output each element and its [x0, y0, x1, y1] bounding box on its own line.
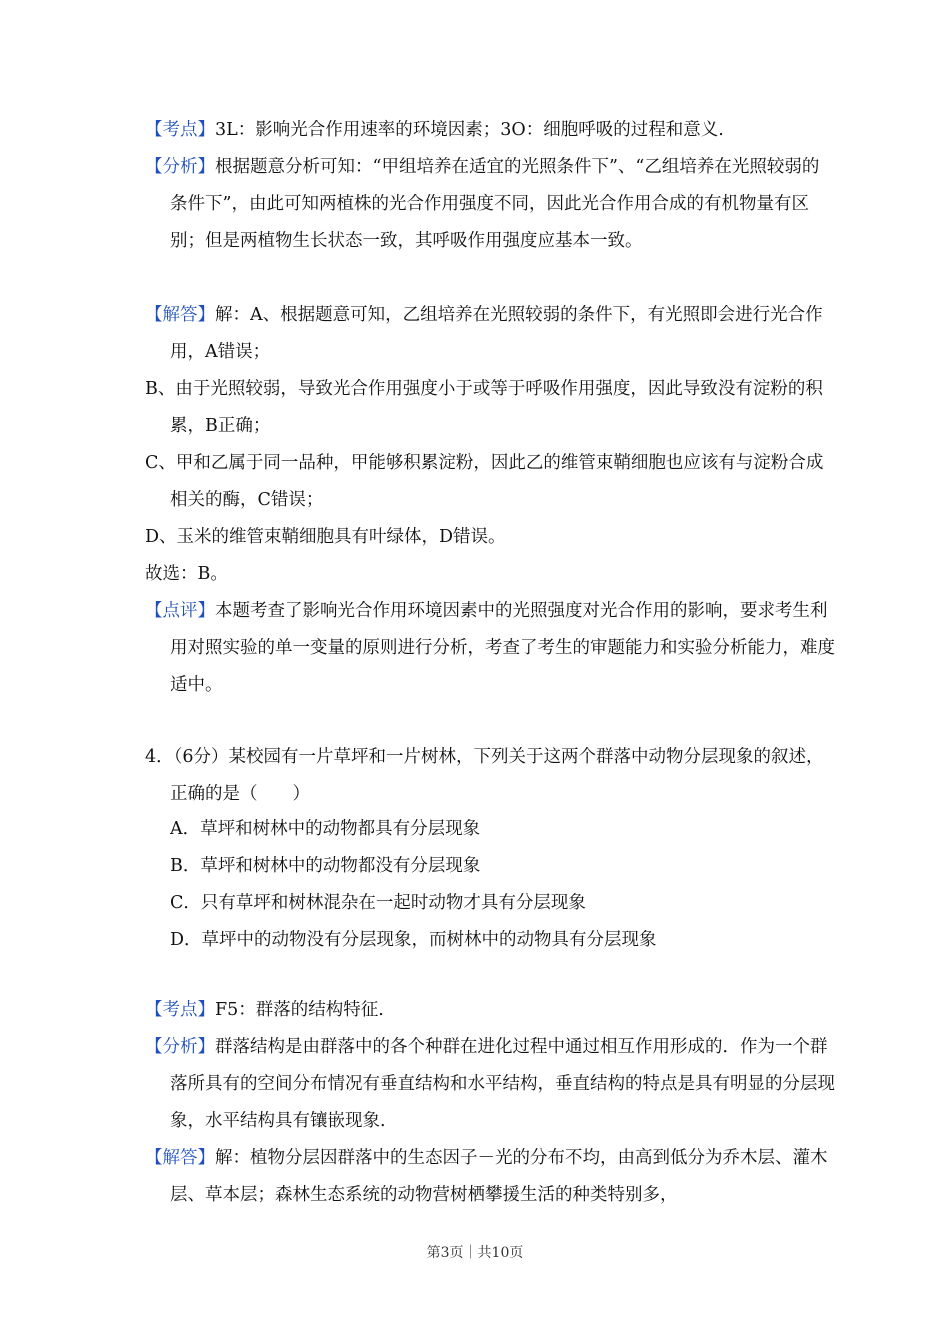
fenxi-text: 群落结构是由群落中的各个种群在进化过程中通过相互作用形成的．作为一个群落所具有的空间分布情况有垂直结构和水平结构，垂直结构的特点是具有明显的分层现象，水平结构具有镶嵌现象. — [170, 1037, 835, 1131]
q4-stem: 4．（6分）某校园有一片草坪和一片树林，下列关于这两个群落中动物分层现象的叙述，正确的是（ ） — [145, 747, 824, 804]
fenxi-tag: 【分析】 — [145, 1037, 215, 1057]
kaodian-text: F5：群落的结构特征. — [215, 1000, 384, 1020]
page-footer: 第3页｜共10页 — [426, 1245, 524, 1261]
q3-line-c: C、甲和乙属于同一品种，甲能够积累淀粉，因此乙的维管束鞘细胞也应该有与淀粉合成相关的酶，C错误； — [145, 453, 824, 510]
jieda-tag: 【解答】 — [145, 1148, 215, 1168]
fenxi-text: 根据题意分析可知：“甲组培养在适宜的光照条件下”、“乙组培养在光照较弱的条件下”，由此可知两植株的光合作用强度不同，因此光合作用合成的有机物量有区别；但是两植物生长状态一致，其呼吸作用强度应基本一致。 — [170, 157, 820, 251]
kaodian-tag: 【考点】 — [145, 1000, 215, 1020]
jieda-tag: 【解答】 — [145, 305, 215, 325]
dianping-tag: 【点评】 — [145, 601, 215, 621]
q3-fenxi — [145, 149, 835, 260]
q3-jieda — [145, 297, 835, 371]
q3-line-b: B、由于光照较弱，导致光合作用强度小于或等于呼吸作用强度，因此导致没有淀粉的积累，B正确； — [145, 379, 823, 436]
q3-answer: 故选：B。 — [145, 564, 228, 584]
q4-kaodian — [145, 992, 835, 1029]
q4-option-b: B．草坪和树林中的动物都没有分层现象 — [170, 856, 481, 876]
q4-option-c: C．只有草坪和树林混杂在一起时动物才具有分层现象 — [170, 893, 586, 913]
kaodian-text: 3L：影响光合作用速率的环境因素；3O：细胞呼吸的过程和意义. — [215, 120, 724, 140]
q3-dianping — [145, 593, 835, 704]
q4-option-d: D．草坪中的动物没有分层现象，而树林中的动物具有分层现象 — [170, 930, 657, 950]
q3-line-d: D、玉米的维管束鞘细胞具有叶绿体，D错误。 — [145, 527, 506, 547]
q3-kaodian — [145, 112, 835, 149]
q4-jieda — [145, 1140, 835, 1214]
fenxi-tag: 【分析】 — [145, 157, 215, 177]
jieda-text: 解：A、根据题意可知，乙组培养在光照较弱的条件下，有光照即会进行光合作用，A错误； — [170, 305, 823, 362]
kaodian-tag: 【考点】 — [145, 120, 215, 140]
q4-fenxi — [145, 1029, 835, 1140]
jieda-text: 解：植物分层因群落中的生态因子－光的分布不均，由高到低分为乔木层、灌木层、草本层；森林生态系统的动物营树栖攀援生活的种类特别多， — [170, 1148, 828, 1205]
q4-option-a: A．草坪和树林中的动物都具有分层现象 — [170, 819, 481, 839]
dianping-text: 本题考查了影响光合作用环境因素中的光照强度对光合作用的影响，要求考生利用对照实验的单一变量的原则进行分析，考查了考生的审题能力和实验分析能力，难度适中。 — [170, 601, 835, 695]
